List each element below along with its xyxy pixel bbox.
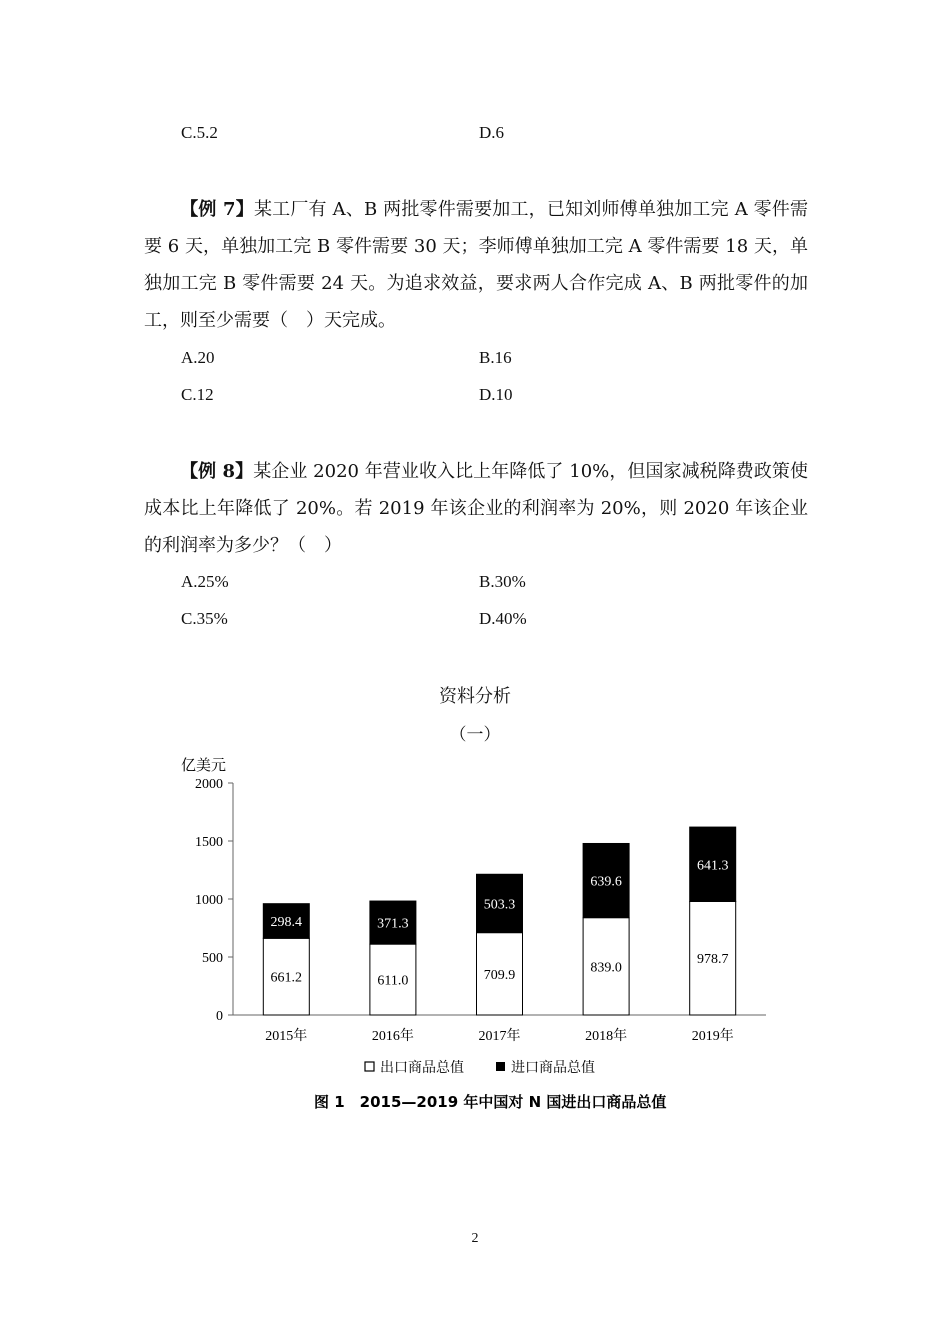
legend-export-label: 出口商品总值 [380,1060,464,1076]
import-value-label: 503.3 [483,897,516,913]
legend-import-swatch [496,1062,505,1071]
x-tick-label: 2019年 [691,1029,734,1044]
example-8-option-d: D.40% [479,609,527,628]
legend-import-label: 进口商品总值 [511,1060,595,1076]
legend [365,1059,595,1076]
section-subtitle: （一） [449,725,501,745]
import-value-label: 641.3 [696,858,729,874]
import-value-label: 371.3 [377,916,409,932]
y-axis-label: 亿美元 [181,756,227,774]
y-tick-label: 500 [202,951,223,966]
y-tick-label: 1000 [195,893,223,908]
example-8-text: 某企业 2020 年营业收入比上年降低了 10%，但国家减税降费政策使成本比上年降低了 20%。若 2019 年该企业的利润率为 20%，则 2020 年该企业的利润率为多少？（ ） [144,461,808,556]
x-tick-label: 2016年 [371,1029,414,1044]
example-8-option-a: A.25% [181,572,229,591]
export-value-label: 978.7 [696,952,729,968]
example-8-option-b: B.30% [479,572,526,591]
legend-export-swatch [365,1062,374,1071]
import-value-label: 298.4 [270,914,303,930]
import-value-label: 639.6 [590,874,622,890]
export-value-label: 611.0 [377,973,409,989]
example-7-option-b: B.16 [479,348,512,367]
example-8-question [144,453,808,564]
y-tick-label: 0 [216,1009,223,1024]
section-title: 资料分析 [439,686,511,707]
example-7-option-d: D.10 [479,385,513,404]
bars-group [263,827,735,1015]
example-7-text: 某工厂有 A、B 两批零件需要加工，已知刘师傅单独加工完 A 零件需要 6 天，单独加工完 B 零件需要 30 天；李师傅单独加工完 A 零件需要 18 天，单独加工完 B 零件需要 24 天。为追求效益，要求两人合作完成 A、B 两批零件的加工，则至少需要（ ）天完成。 [144,199,808,331]
y-ticks [195,777,233,1024]
export-value-label: 709.9 [483,967,516,983]
stacked-bar-chart [0,740,950,1120]
y-tick-label: 1500 [195,835,223,850]
example-7-option-a: A.20 [181,348,215,367]
page-number: 2 [471,1231,479,1246]
export-value-label: 661.2 [270,970,303,986]
x-tick-label: 2018年 [585,1029,628,1044]
example-8-tag: 【例 8】 [180,461,254,482]
option-d-prev: D.6 [479,123,505,142]
x-tick-label: 2017年 [478,1029,521,1044]
example-7-question [144,191,808,339]
x-ticks [265,1027,733,1044]
option-c-prev: C.5.2 [181,123,218,142]
example-7-option-c: C.12 [181,385,214,404]
x-tick-label: 2015年 [265,1029,308,1044]
example-7-tag: 【例 7】 [180,199,254,220]
export-value-label: 839.0 [590,960,622,976]
y-tick-label: 2000 [195,777,223,792]
example-8-option-c: C.35% [181,609,228,628]
chart-caption: 图 1 2015—2019 年中国对 N 国进出口商品总值 [314,1093,667,1111]
